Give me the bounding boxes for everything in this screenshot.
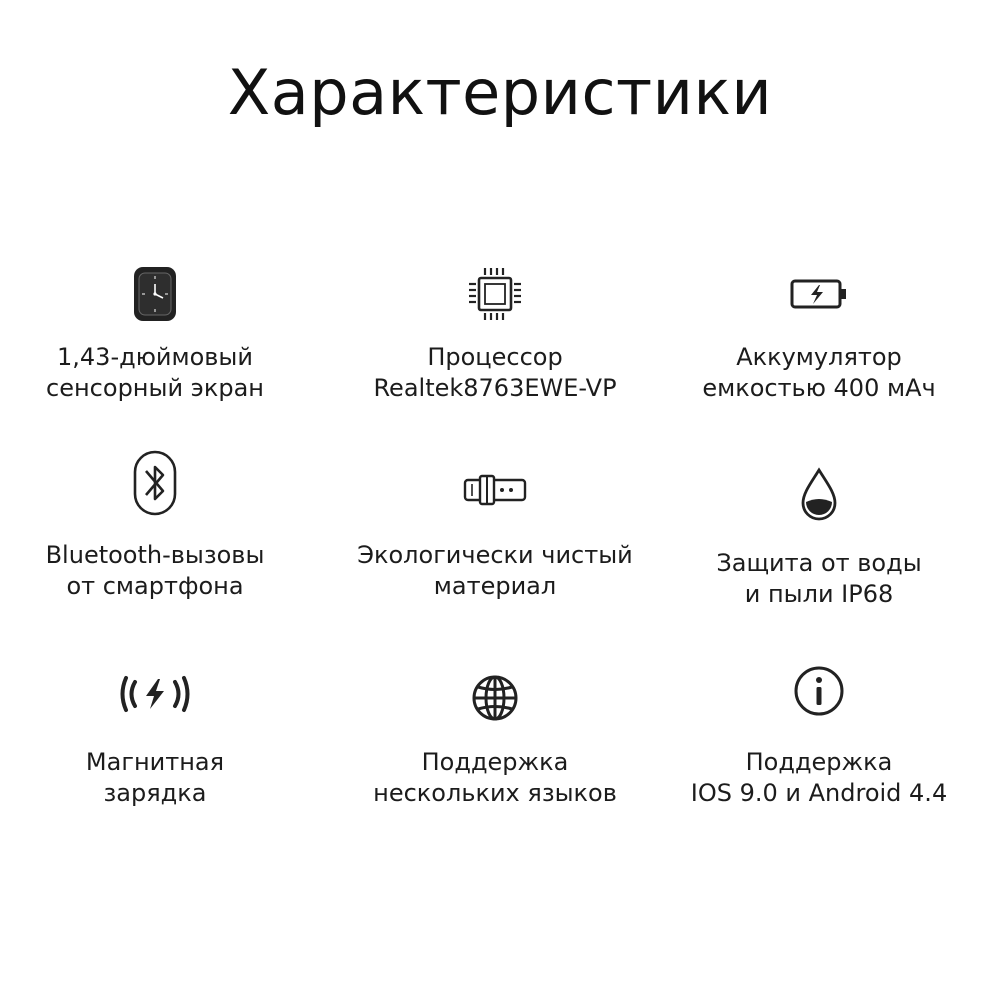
processor-chip-icon [463,262,527,326]
feature-material-label: Экологически чистый материал [357,541,633,600]
wireless-charging-icon [120,670,190,718]
globe-icon [470,672,520,724]
smartwatch-icon [130,262,180,326]
bluetooth-icon [132,447,178,519]
strap-buckle-icon [462,466,528,514]
feature-waterproof-label: Защита от воды и пыли IP68 [716,549,922,608]
feature-charging-label: Магнитная зарядка [85,748,225,807]
feature-display-label: 1,43-дюймовый сенсорный экран [46,343,264,402]
feature-compatibility-label: Поддержка IOS 9.0 и Android 4.4 [690,748,948,807]
feature-processor-label: Процессор Realtek8763EWE-VP [373,343,617,402]
feature-bluetooth-label: Bluetooth-вызовы от смартфона [45,541,265,600]
battery-icon [789,262,849,326]
water-drop-icon [798,464,840,524]
page-title: Характеристики [227,56,773,129]
info-icon [792,662,846,720]
feature-battery-label: Аккумулятор емкостью 400 мАч [702,343,936,402]
feature-languages-label: Поддержка нескольких языков [373,748,617,807]
